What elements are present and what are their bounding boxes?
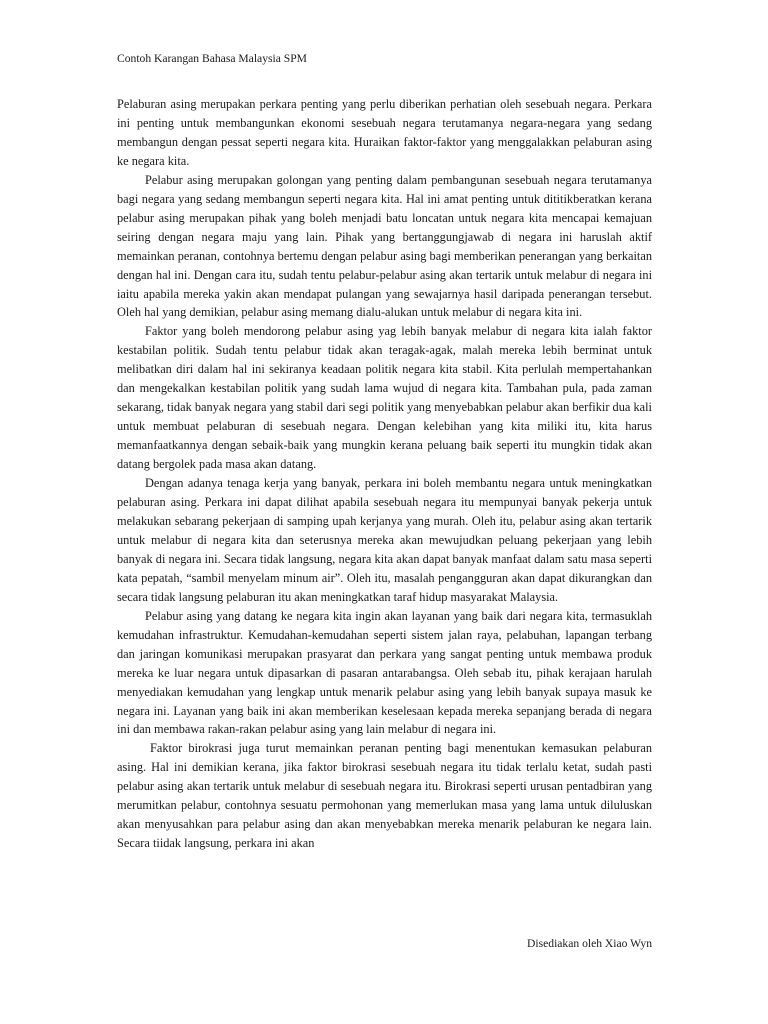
essay-paragraph-3: Dengan adanya tenaga kerja yang banyak, perkara ini boleh membantu negara untuk meningkatkan pelaburan asing. Perkara ini dapat dilihat apabila sesebuah negara itu mempunyai banyak pekerja untuk melakukan sebarang pekerjaan di samping upah kerjanya yang murah. Oleh itu, pelabur asing akan tertarik untuk melabur di negara kita dan seterusnya mereka akan mewujudkan peluang pekerjaan yang lebih banyak di negara ini. Secara tidak langsung, negara kita akan dapat banyak manfaat dalam satu masa seperti kata pepatah, “sambil menyelam minum air”. Oleh itu, masalah pengangguran akan dapat dikurangkan dan secara tidak langsung pelaburan itu akan meningkatkan taraf hidup masyarakat Malaysia. (117, 476, 652, 604)
essay-paragraph-5: Faktor birokrasi juga turut memainkan peranan penting bagi menentukan kemasukan pelaburan asing. Hal ini demikian kerana, jika faktor birokrasi sesebuah negara itu tidak terlalu ketat, sudah pasti pelabur asing akan tertarik untuk melabur di sesebuah negara itu. Birokrasi seperti urusan pentadbiran yang merumitkan pelabur, contohnya sesuatu permohonan yang memerlukan masa yang lama untuk diluluskan akan menyusahkan para pelabur asing dan akan menyebabkan mereka menarik pelaburan ke negara lain. Secara tiidak langsung, perkara ini akan (117, 741, 652, 851)
document-footer: Disediakan oleh Xiao Wyn (527, 937, 652, 950)
essay-question: Pelaburan asing merupakan perkara penting yang perlu diberikan perhatian oleh sesebuah negara. Perkara ini penting untuk membangunkan ekonomi sesebuah negara terutamanya negara-negara yang sedang membangun dengan pessat seperti negara kita. Huraikan faktor-faktor yang menggalakkan pelaburan asing ke negara kita. (117, 97, 652, 168)
essay-paragraph-1: Pelabur asing merupakan golongan yang penting dalam pembangunan sesebuah negara terutamanya bagi negara yang sedang membangun seperti negara kita. Hal ini amat penting untuk dititikberatkan kerana pelabur asing merupakan pihak yang boleh menjadi batu loncatan untuk negara kita mencapai kemajuan seiring dengan negara maju yang lain. Pihak yang bertanggungjawab di negara ini haruslah aktif memainkan peranan, contohnya bertemu dengan pelabur asing bagi memberikan penerangan yang berkaitan dengan hal ini. Dengan cara itu, sudah tentu pelabur-pelabur asing akan tertarik untuk melabur di negara ini iaitu apabila mereka yakin akan mendapat pulangan yang sewajarnya hasil daripada penerangan tersebut. Oleh hal yang demikian, pelabur asing memang dialu-alukan untuk melabur di negara kita ini. (117, 172, 652, 320)
essay-body (117, 95, 652, 853)
document-header: Contoh Karangan Bahasa Malaysia SPM (117, 52, 307, 65)
essay-paragraph-2: Faktor yang boleh mendorong pelabur asing yag lebih banyak melabur di negara kita ialah faktor kestabilan politik. Sudah tentu pelabur tidak akan teragak-agak, malah mereka lebih berminat untuk melibatkan diri dalam hal ini sekiranya keadaan politik negara kita stabil. Kita perlulah mempertahankan dan mengekalkan kestabilan politik yang sudah lama wujud di negara kita. Tambahan pula, pada zaman sekarang, tidak banyak negara yang stabil dari segi politik yang menyebabkan pelabur akan berfikir dua kali untuk membuat pelaburan di sesebuah negara. Dengan kelebihan yang kita miliki itu, kita harus memanfaatkannya dengan sebaik-baik yang mungkin kerana peluang baik seperti itu mungkin tidak akan datang bergolek pada masa akan datang. (117, 324, 652, 472)
essay-paragraph-4: Pelabur asing yang datang ke negara kita ingin akan layanan yang baik dari negara kita, termasuklah kemudahan infrastruktur. Kemudahan-kemudahan seperti sistem jalan raya, pelabuhan, lapangan terbang dan jaringan komunikasi merupakan prasyarat dan perkara yang sangat penting untuk membawa produk mereka ke luar negara untuk dipasarkan di pasaran antarabangsa. Oleh sebab itu, pihak kerajaan harulah menyediakan kemudahan yang lengkap untuk menarik pelabur asing yang lebih banyak supaya masuk ke negara ini. Layanan yang baik ini akan memberikan keselesaan kepada mereka sepanjang berada di negara ini dan membawa rakan-rakan pelabur asing yang lain melabur di negara ini. (117, 608, 652, 737)
